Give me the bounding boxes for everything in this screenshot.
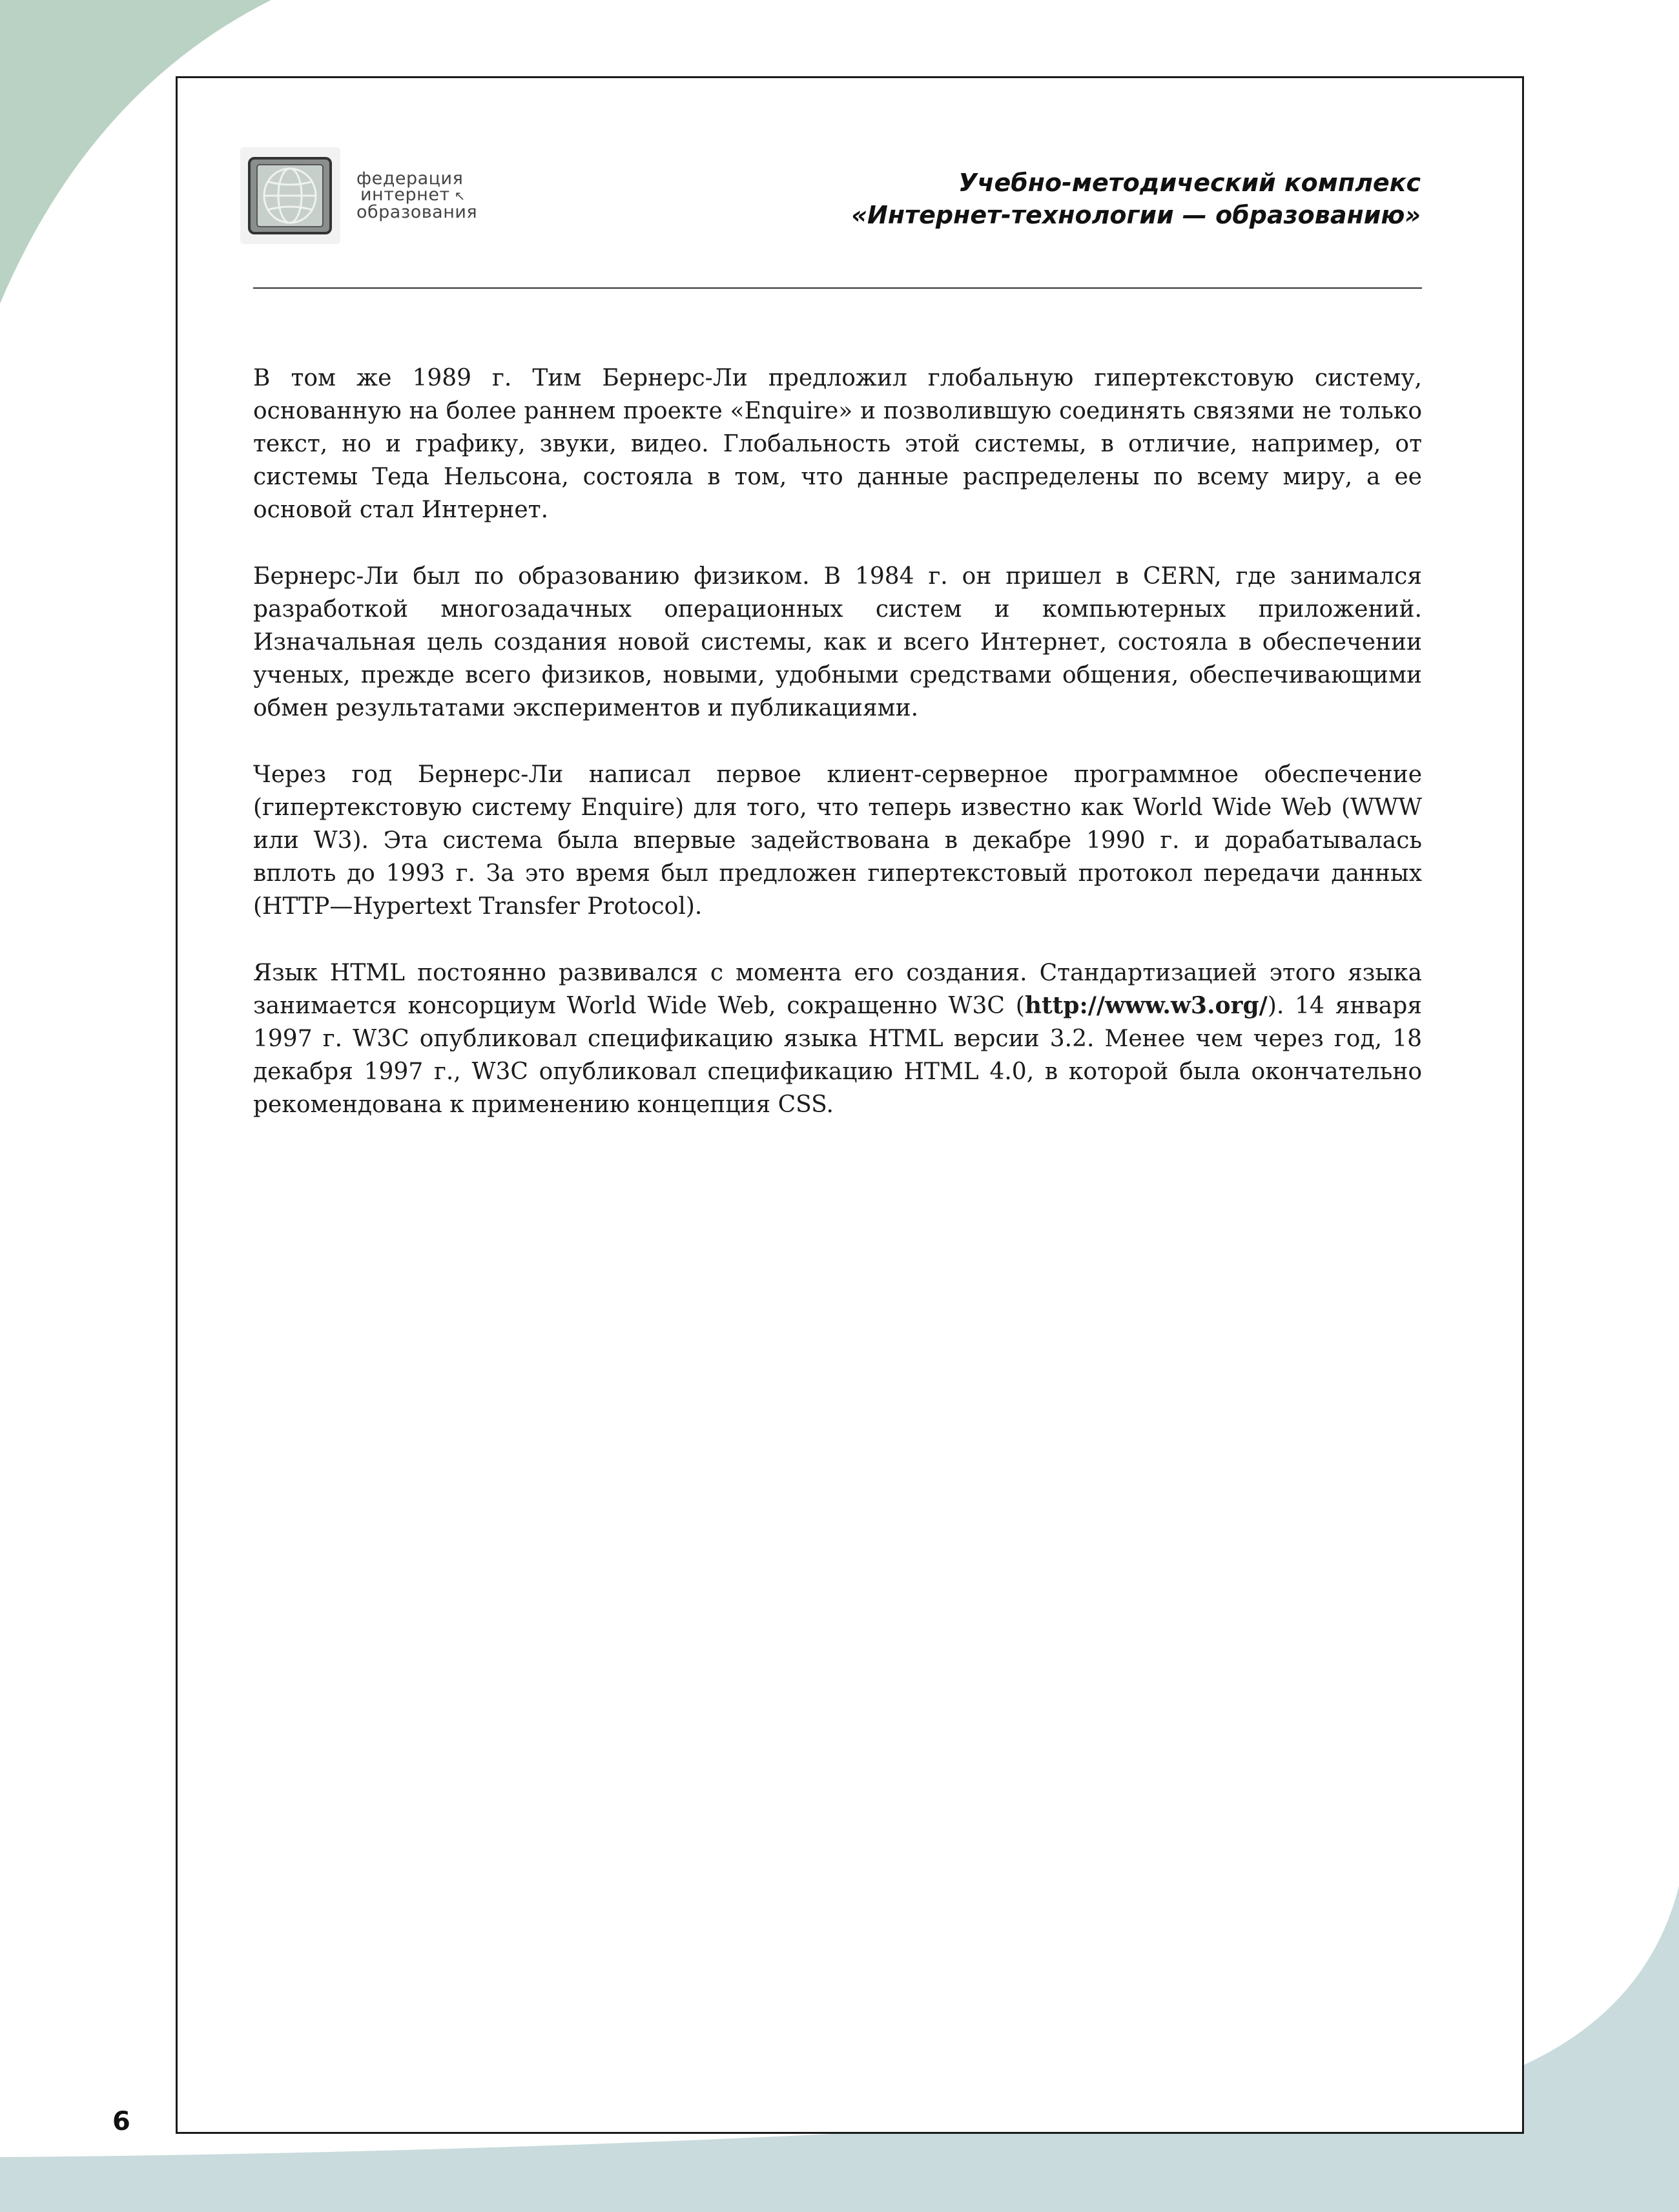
course-title-line-1: Учебно-методический комплекс: [958, 169, 1421, 197]
header-divider: [253, 287, 1422, 289]
course-title: [851, 167, 1421, 231]
logo-line-1: федерация: [356, 169, 464, 189]
paragraph-1: В том же 1989 г. Тим Бернерс-Ли предложил глобальную гипертекстовую систему, основанную на более раннем проекте «Enquire» и позволившую соединять связями не только текст, но и графику, звуки, видео. Глобальность этой системы, в отличие, например, от системы Теда Нельсона, состояла в том, что данные распределены по всему миру, а ее основой стал Интернет.: [253, 365, 1422, 523]
federation-logo: [240, 147, 537, 244]
logo-line-3: образования: [356, 202, 478, 222]
main-text: [253, 362, 1422, 1155]
cursor-arrow-icon: ↖: [449, 188, 466, 203]
w3c-url-link[interactable]: http://www.w3.org/: [1024, 992, 1268, 1019]
course-title-line-2: «Интернет-технологии — образованию»: [851, 201, 1421, 229]
page-number: 6: [112, 2107, 130, 2136]
paragraph-3: Через год Бернерс-Ли написал первое клиент-серверное программное обеспечение (гипертекстовую систему Enquire) для того, что теперь известно как World Wide Web (WWW или W3). Эта система была впервые задействована в декабре 1990 г. и дорабатывалась вплоть до 1993 г. За это время был предложен гипертекстовый протокол передачи данных (HTTP—Hypertext Transfer Protocol).: [253, 761, 1422, 920]
globe-emblem-icon: [240, 147, 340, 244]
logo-wordmark: [356, 171, 477, 220]
logo-line-2: интернет ↖: [360, 185, 466, 205]
paragraph-4: Язык HTML постоянно развивался с момента его создания. Стандартизацией этого языка занимается консорциум World Wide Web, сокращенно W3C (http://www.w3.org/). 14 января 1997 г. W3C опубликовал спецификацию языка HTML версии 3.2. Менее чем через год, 18 декабря 1997 г., W3C опубликовал спецификацию HTML 4.0, в которой была окончательно рекомендована к применению концепция CSS.: [253, 960, 1423, 1118]
paragraph-2: Бернерс-Ли был по образованию физиком. В 1984 г. он пришел в CERN, где занимался разработкой многозадачных операционных систем и компьютерных приложений. Изначальная цель создания новой системы, как и всего Интернет, состояла в обеспечении ученых, прежде всего физиков, новыми, удобными средствами общения, обеспечивающими обмен результатами экспериментов и публикациями.: [253, 563, 1422, 721]
